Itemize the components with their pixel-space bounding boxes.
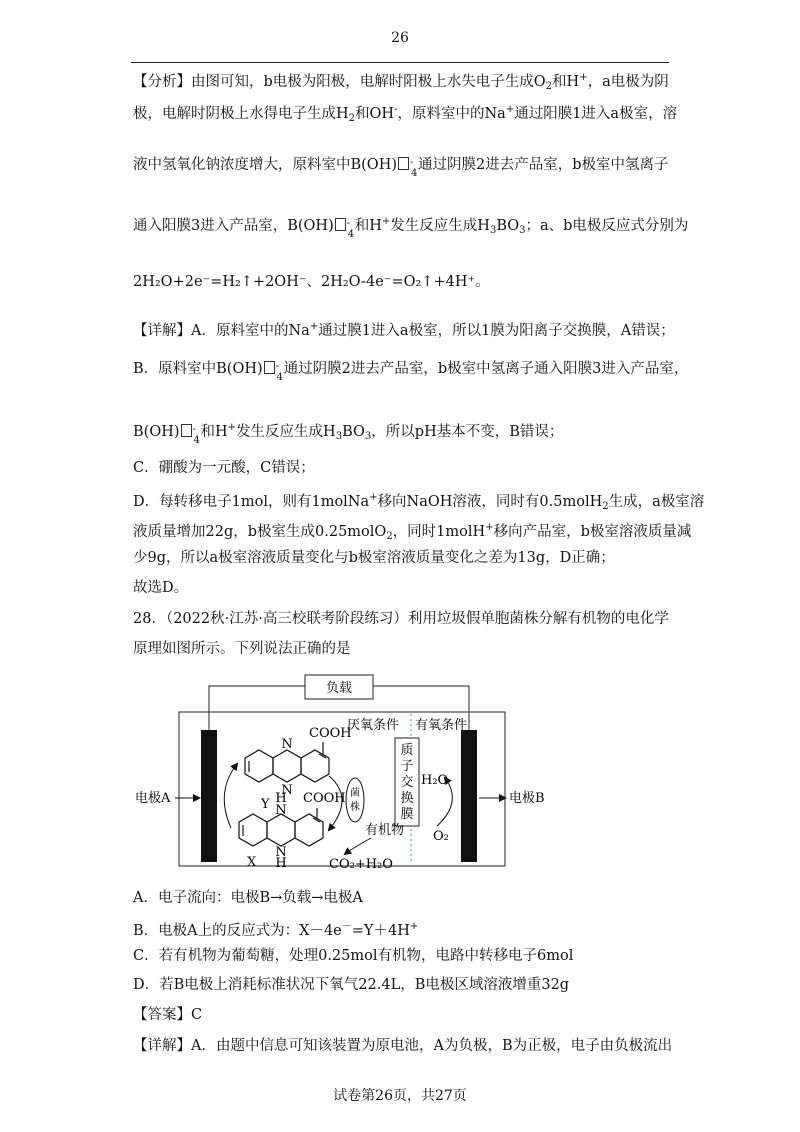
text: 通过阴膜2进去产品室，b极室中氢离子通入阳膜3进入产品室，: [283, 361, 689, 377]
text: 和H: [200, 424, 228, 440]
membrane-char: 交: [400, 775, 414, 790]
text: 通入阳膜3进入产品室，B(OH): [133, 218, 334, 234]
superscript: +: [381, 216, 391, 227]
superscript: +: [369, 492, 378, 503]
option-a: [133, 888, 363, 908]
aerobic-label: 有氧条件: [415, 718, 468, 733]
superscript: +: [309, 321, 319, 332]
text: B．原料室中B(OH): [133, 361, 263, 377]
equation: 2H₂O+2e⁻=H₂↑+2OH⁻、2H₂O-4e⁻=O₂↑+4H⁺。: [133, 274, 490, 290]
cooh-label: COOH: [303, 791, 346, 806]
text: ，a电极为阴: [587, 74, 669, 90]
superscript: +: [227, 422, 237, 433]
membrane-char: 膜: [400, 807, 414, 822]
organic-arrow: [345, 838, 371, 854]
subscript: 4: [347, 229, 355, 240]
subscript: 2: [386, 531, 393, 542]
analysis-line-3: [133, 155, 669, 179]
superscript: -: [394, 104, 398, 115]
text: ；a、b电极反应式分别为: [525, 218, 689, 234]
cooh-label: COOH: [309, 726, 352, 741]
superscript: -: [346, 218, 351, 229]
water-label: H₂O: [421, 773, 449, 788]
text: 【详解】A．由题中信息可知该装置为原电池，A为负极，B为正极，电子由负极流出: [133, 1038, 673, 1054]
membrane-char: 质: [400, 743, 414, 758]
anaerobic-label: 厌氧条件: [347, 718, 400, 733]
analysis-line-4: [133, 212, 688, 241]
text: 液质量增加22g，b极室生成0.25molO: [133, 524, 387, 540]
products-label: CO₂+H₂O: [329, 857, 393, 872]
text: 和H: [552, 74, 580, 90]
text: ，原料室中的Na: [397, 106, 506, 122]
atom-label: N: [281, 737, 293, 752]
charge-stack: [192, 424, 201, 446]
y-label: Y: [261, 797, 270, 812]
text: BO: [342, 424, 365, 440]
charge-stack: [346, 218, 355, 240]
text: 通过阴膜2进去产品室，b极室中氢离子: [418, 157, 669, 173]
text: 少9g，所以a极室溶液质量变化与b极室溶液质量变化之差为13g，D正确；: [133, 550, 615, 566]
subscript: 2: [602, 501, 609, 512]
atom-label: N: [281, 783, 293, 798]
text: 发生反应生成H: [236, 424, 336, 440]
bacteria-char: 株: [350, 802, 360, 813]
detail-line-a: [133, 317, 675, 341]
atom-label: H: [275, 856, 287, 871]
text: 通过膜1进入a极室，所以1膜为阳离子交换膜，A错误；: [318, 323, 675, 339]
text: ，同时1molH: [392, 524, 486, 540]
option-b: [133, 917, 418, 941]
superscript: -: [410, 157, 414, 168]
electrode-a-label: 电极A: [135, 791, 171, 806]
subscript: 2: [348, 113, 356, 124]
text: 【详解】A．原料室中的Na: [133, 323, 310, 339]
subscript: 4: [411, 168, 418, 179]
atom-label: H: [275, 791, 287, 806]
detail-choice: [133, 578, 188, 598]
charge-stack: [275, 361, 284, 383]
text: C．硼酸为一元酸，C错误；: [133, 460, 315, 476]
subscript: 3: [489, 225, 497, 236]
text: 和OH: [355, 106, 395, 122]
detail-line-d1: [133, 488, 704, 517]
atom-label: N: [275, 803, 287, 818]
membrane-char: 子: [400, 759, 414, 774]
text: B(OH): [133, 424, 180, 440]
atom-label: N: [275, 845, 287, 860]
oxygen-label: O₂: [433, 829, 449, 844]
charge-stack: [410, 157, 418, 179]
placeholder-box: [335, 218, 346, 231]
subscript: 3: [335, 431, 343, 442]
text: ，所以pH基本不变，B错误；: [371, 424, 564, 440]
subscript: 4: [276, 372, 284, 383]
text: 28．（2022秋·江苏·高三校联考阶段练习）利用垃圾假单胞菌株分解有机物的电化学: [133, 611, 669, 627]
superscript: +: [505, 104, 515, 115]
text: 极，电解时阴极上水得电子生成H: [133, 106, 349, 122]
text: 【分析】由图可知，b电极为阳极，电解时阳极上水失电子生成O: [133, 74, 546, 90]
wire-left: [209, 686, 305, 730]
text: 发生反应生成H: [390, 218, 490, 234]
text: 原理如图所示。下列说法正确的是: [133, 641, 351, 657]
text: 液中氢氧化钠浓度增大，原料室中B(OH): [133, 157, 398, 173]
text: =Y＋4H: [351, 923, 410, 939]
text: A．电子流向：电极B→负载→电极A: [133, 890, 363, 906]
electrode-b-plate: [461, 730, 477, 862]
text: 通过阳膜1进入a极室，溶: [514, 106, 678, 122]
detail-line-b1: [133, 359, 689, 383]
organic-label: 有机物: [365, 823, 405, 838]
text: 移向产品室，b极室溶液质量减: [493, 524, 692, 540]
cycle-arrow-left: [224, 764, 237, 828]
x-label: X: [247, 855, 257, 870]
electrochemistry-diagram: [133, 668, 553, 878]
membrane-char: 换: [400, 791, 414, 806]
superscript: －: [341, 921, 352, 932]
load-label: 负载: [325, 681, 353, 696]
question-line-2: [133, 639, 351, 659]
text: D．每转移电子1mol，则有1molNa: [133, 494, 370, 510]
electrode-b-label: 电极B: [509, 791, 545, 806]
superscript: +: [579, 72, 588, 83]
placeholder-box: [398, 157, 409, 170]
text: 和H: [354, 218, 382, 234]
text: D．若B电极上消耗标准状况下氧气22.4L，B电极区域溶液增重32g: [133, 977, 570, 993]
option-c: [133, 946, 573, 966]
superscript: +: [409, 921, 419, 932]
text: 故选D。: [133, 580, 189, 596]
subscript: 4: [193, 435, 200, 446]
bacteria-ellipse: [346, 778, 364, 822]
header-rule: [131, 62, 669, 63]
electrode-a-plate: [201, 730, 217, 862]
analysis-line-1: [133, 68, 669, 97]
analysis-line-2: [133, 100, 677, 129]
answer: [133, 1005, 202, 1025]
placeholder-box: [181, 424, 192, 437]
subscript: 2: [545, 81, 553, 92]
analysis-line-5: [133, 272, 490, 292]
detail-line-d2: [133, 518, 691, 547]
bacteria-char: 菌: [350, 788, 360, 799]
text: BO: [496, 218, 520, 234]
page-footer: 试卷第26页，共27页: [333, 1088, 467, 1104]
superscript: +: [485, 522, 494, 533]
detail-line-d3: [133, 548, 615, 568]
text: 生成，a极室溶: [608, 494, 705, 510]
superscript: -: [192, 424, 196, 435]
subscript: 3: [364, 431, 372, 442]
detail-line-b2: [133, 418, 563, 447]
text: 【答案】C: [133, 1007, 203, 1023]
text: B．电极A上的反应式为：X－4e: [133, 923, 342, 939]
subscript: 3: [519, 225, 526, 236]
detail-line-c: [133, 458, 315, 478]
text: C．若有机物为葡萄糖，处理0.25mol有机物，电路中转移电子6mol: [133, 948, 574, 964]
question-line-1: [133, 609, 669, 629]
page-number: 26: [391, 30, 409, 46]
option-d: [133, 975, 569, 995]
placeholder-box: [264, 361, 275, 374]
text: 移向NaOH溶液，同时有0.5molH: [377, 494, 603, 510]
detail2-line-a: [133, 1036, 672, 1056]
superscript: -: [275, 361, 280, 372]
